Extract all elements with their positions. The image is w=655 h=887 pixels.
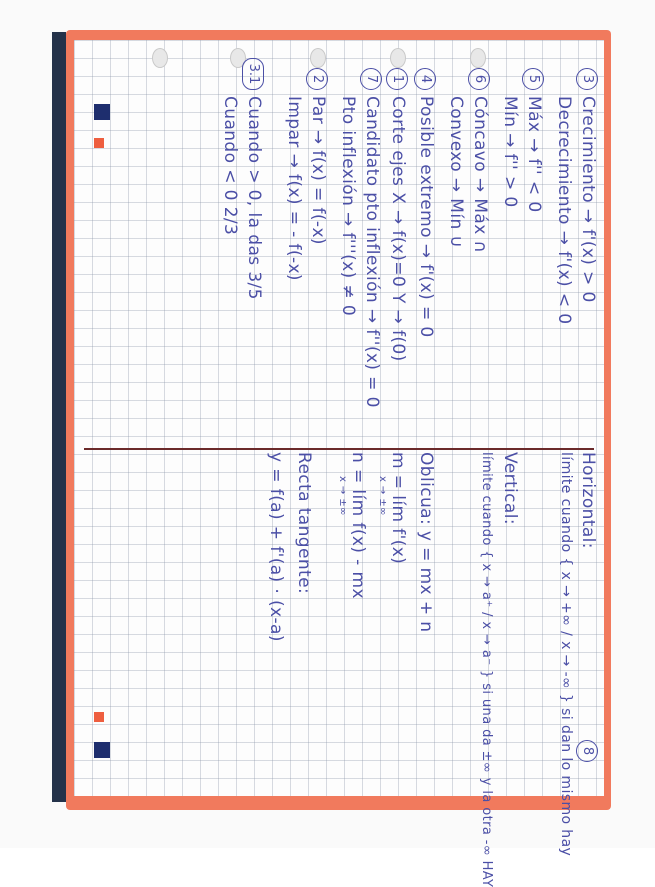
section-number-5: 5 <box>522 68 544 90</box>
tangent-formula: y = f(a) + f'(a) · (x-a) <box>266 452 286 642</box>
section-number-2: 2 <box>306 68 328 90</box>
tangent-title: Recta tangente: <box>294 452 314 595</box>
horizontal-asymptote-rule: límite cuando { x → +∞ / x → -∞ } si dan lo mismo hay <box>558 452 574 857</box>
slope-m-limit: x → ±∞ <box>377 476 388 516</box>
slope-m-rule: m = lím f'(x) <box>388 452 408 565</box>
section-number-4: 4 <box>414 68 436 90</box>
decrease-rule: Decrecimiento → f'(x) < 0 <box>554 96 574 325</box>
handwritten-notes <box>74 40 604 887</box>
concave-rule: Cóncavo → Máx ∩ <box>470 96 490 254</box>
positive-case-rule: Cuando > 0, la das 3/5 <box>244 96 264 300</box>
possible-extreme-rule: Posible extremo → f'(x) = 0 <box>416 96 436 338</box>
oblique-asymptote-title: Oblicua: y = mx + n <box>416 452 436 633</box>
horizontal-asymptote-title: Horizontal: <box>578 452 598 549</box>
section-number-3-1: 3.1 <box>242 58 264 90</box>
section-number-6: 6 <box>468 68 490 90</box>
inflection-candidate-rule: Candidato pto inflexión → f''(x) = 0 <box>362 96 382 408</box>
vertical-asymptote-rule: límite cuando { x → a⁺ / x → a⁻ } si una da ±∞ y la otra -∞ HAY <box>479 452 494 887</box>
odd-rule: Impar → f(x) = - f(-x) <box>284 96 304 281</box>
convex-rule: Convexo → Mín ∪ <box>446 96 466 249</box>
section-number-7: 7 <box>360 68 382 90</box>
section-number-8: 8 <box>576 740 598 762</box>
growth-rule: Crecimiento → f'(x) > 0 <box>578 96 598 303</box>
intercept-n-limit: x → ±∞ <box>337 476 348 516</box>
negative-case-rule: Cuando < 0 2/3 <box>220 96 240 236</box>
section-number-1: 1 <box>386 68 408 90</box>
even-rule: Par → f(x) = f(-x) <box>308 96 328 245</box>
notebook-binding <box>52 32 66 802</box>
min-rule: Mín → f'' > 0 <box>500 96 520 208</box>
axis-intercept-rule: Corte ejes X → f(x)=0 Y → f(0) <box>388 96 408 362</box>
vertical-asymptote-title: Vertical: <box>500 452 520 525</box>
section-number-3: 3 <box>576 68 598 90</box>
intercept-n-rule: n = lím f(x) - mx <box>348 452 368 599</box>
max-rule: Máx → f'' < 0 <box>524 96 544 213</box>
inflection-point-rule: Pto inflexión → f'''(x) ≠ 0 <box>338 96 358 317</box>
